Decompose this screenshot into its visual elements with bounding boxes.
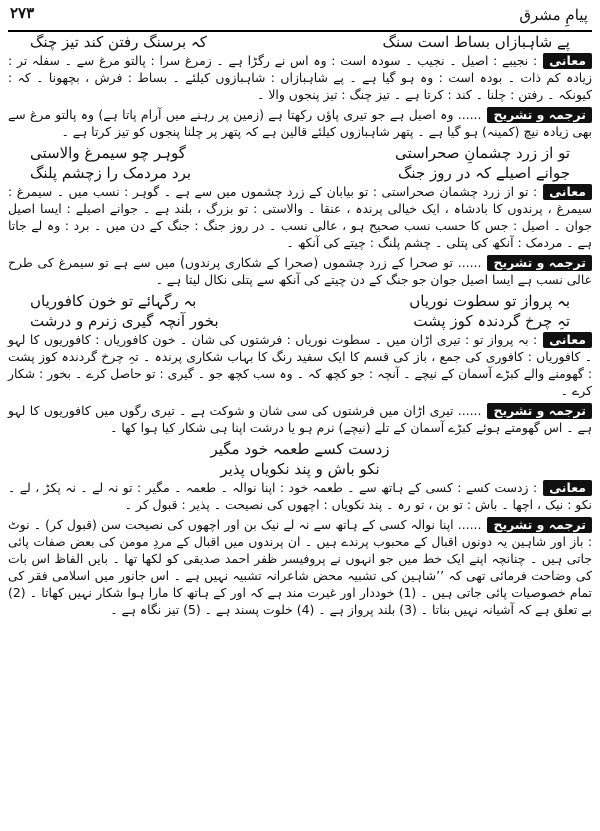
paragraph-text: جنگ : جنگ کے دن میں ۔ برد : وہ لے جاتا ہے ۔ مردمک : آنکھ کی پتلی ۔ چشم پلنگ : چیتے کی آنکھ ۔ bbox=[8, 218, 592, 250]
verse-hemistich: بہ رگہائے تو خون کافوریاں bbox=[30, 292, 197, 310]
verse-hemistich: زدست کسے طعمہ خود مگیر bbox=[210, 440, 390, 458]
page-header bbox=[8, 4, 592, 32]
verse-hemistich: نکو باش و پند نکویاں پذیر bbox=[220, 460, 380, 478]
paragraph-text: بودہ است : وہ ہو گیا ہے ۔ پے شاہبازاں : شاہبازوں کیلئے ۔ بساط : فرش ، بچھونا ۔ کہ : کیونکہ ۔ رفتن : چلنا ۔ کند : کرتا ہے ۔ تیز چنگ : تیز bbox=[8, 70, 592, 102]
verse-hemistich: گوہر چو سیمرغ والاستی bbox=[30, 144, 186, 162]
paragraph-text: : نجیبے : اصیل ۔ نجیب ۔ سودہ است : وہ اس نے رگڑا ہے ۔ زمرغ سرا : پالتو مرغ سے ۔ سفلہ تر : زیادہ کم ذات ۔ bbox=[8, 53, 592, 85]
paragraph-text: (کمینہ) ہو گیا ہے ۔ پتھر شاہبازوں کیلئے قالین ہے کہ پتھر پر چلنا پنجوں کو تیز کرتا ہے ۔ bbox=[61, 124, 520, 139]
paragraph-text: ...... وہ اصیل ہے جو تیری پاؤں رکھتا ہے (زمین پر رہنے میں آرام پاتا ہے) وہ پالتو مرغ سے بھی زیادہ نیچ bbox=[8, 107, 592, 139]
paragraph-text: ہوئے کبڑے آسمان کے تلے (نیچے) نرم ہو یا درشت اپنا ہی شکار کیا ہوا کھا ۔ bbox=[110, 420, 501, 435]
translation-paragraph bbox=[8, 516, 592, 618]
verse-hemistich: پے شاہبازاں بساط است سنگ bbox=[382, 33, 570, 51]
meaning-paragraph bbox=[8, 331, 592, 399]
paragraph-text: ...... تیری اڑان میں فرشتوں کی سی شان و شوکت ہے ۔ تیری رگوں میں کافوریوں کا لہو ہے ۔ اس گھومتے bbox=[8, 403, 592, 435]
meaning-paragraph bbox=[8, 183, 592, 251]
paragraph-text: : زدست کسے : کسی کے ہاتھ سے ۔ طعمہ خود : اپنا نوالہ ۔ طعمہ ۔ مگیر : تو نہ لے ۔ نہ پکڑ ، لے ۔ نکو : نیک ، اچھا ۔ باش : تو بن ، تو bbox=[8, 480, 592, 512]
verse-hemistich: برد مردمک را زچشم پلنگ bbox=[30, 164, 192, 182]
paragraph-text: اصیل جوان جو جنگ کے دن چیتے کی آنکھ سے پتلی نکال لیتا ہے ۔ bbox=[155, 272, 489, 287]
verse-hemistich: کہ برسنگ رفتن کند تیز چنگ bbox=[30, 33, 207, 51]
translation-paragraph bbox=[8, 106, 592, 140]
verse-hemistich: تو از زرد چشمانِ صحراستی bbox=[395, 144, 570, 162]
paragraph-text: ...... تو صحرا کے زرد چشموں (صحرا کے شکاری پرندوں) میں سے ہے تو سیمرغ کی طرح عالی نسب ہے ایسا bbox=[8, 255, 592, 287]
paragraph-text: رہ ۔ پند نکویاں : اچھوں کی نصیحت ۔ پذیر : قبول کر ۔ bbox=[124, 497, 411, 512]
meaning-paragraph bbox=[8, 52, 592, 103]
paragraph-text: انہوں نے پروفیسر ظفر احمد صدیقی کو لکھا تھا ۔ بایں الفاظ اس بات کی وضاحت فرمائی تھی کہ ’’شاہین کی تشبیہ محض شاعرانہ تشبیہ نہیں ہے ۔ bbox=[8, 551, 592, 583]
paragraph-text: (2) بے تعلق ہے کہ آشیانہ نہیں بناتا ۔ (3) بلند پرواز ہے ۔ (4) خلوت پسند ہے ۔ (5) تیز نگاہ ہے ۔ bbox=[8, 585, 592, 617]
paragraph-text: پنجوں والا ۔ bbox=[257, 87, 320, 102]
verse-hemistich: بہ پرواز تو سطوت نوریاں bbox=[409, 292, 570, 310]
verse-line bbox=[8, 143, 592, 163]
section-label: ترجمہ و تشریح bbox=[487, 255, 592, 271]
verse-hemistich: جوانے اصیلے کہ در روز جنگ bbox=[398, 164, 570, 182]
section-label: ترجمہ و تشریح bbox=[487, 107, 592, 123]
translation-paragraph bbox=[8, 254, 592, 288]
section-label: معانی bbox=[543, 53, 592, 69]
verse-line bbox=[8, 459, 592, 479]
verse-hemistich: بخور آنچہ گیری زنرم و درشت bbox=[30, 312, 219, 330]
verse-line bbox=[8, 311, 592, 331]
paragraph-text: : تو از زرد چشمان صحراستی : تو بیابان کے زرد چشموں میں سے ہے ۔ گوہر : نسب میں ۔ سیمرغ : سیمرغ ، پرندوں کا بادشاہ ، bbox=[8, 184, 592, 216]
section-label: معانی bbox=[543, 184, 592, 200]
running-title: پیامِ مشرق bbox=[519, 6, 588, 24]
verse-hemistich: تہِ چرخ گردندہ کوز پشت bbox=[413, 312, 570, 330]
page-content bbox=[8, 32, 592, 621]
paragraph-text: اس جانور میں اسلامی فقر کی تمام خصوصیات پائی جاتی ہیں ۔ (1) خوددار اور غیرت مند ہے کہ اور کے ہاتھ کا مارا ہوا شکار نہیں کھاتا ۔ bbox=[8, 568, 592, 600]
section-label: معانی bbox=[543, 332, 592, 348]
verse-line bbox=[8, 291, 592, 311]
verse-line bbox=[8, 163, 592, 183]
meaning-paragraph bbox=[8, 479, 592, 513]
section-label: معانی bbox=[543, 480, 592, 496]
translation-paragraph bbox=[8, 402, 592, 436]
paragraph-text: ایک خیالی پرندہ ، عنقا ۔ والاستی : تو بزرگ ، بلند ہے ۔ جوانے اصیلے : ایسا اصیل جوان ۔ اصیل : جس کا حسب نسب صحیح ہو ، عالی نسب ۔ در روز bbox=[8, 201, 592, 233]
paragraph-text: کی جمع ، باز کی قسم کا ایک سفید رنگ کا بہاب شکاری پرندہ ۔ تہِ چرخ گردندہ کوز پشت : گھومنے والے کبڑے آسمان کے نیچے ۔ آنچہ : جو کچھ کہ ۔ bbox=[8, 349, 592, 381]
paragraph-text: دونوں اقبال کے محبوب پرندے ہیں ۔ ان پرندوں میں اقبال کے مردِ مومن کی بعض صفات پائی جاتی ہیں ۔ چنانچہ اپنے ایک خط میں جو bbox=[8, 534, 592, 566]
verse-line bbox=[8, 32, 592, 52]
paragraph-text: وہ سب کچھ جو ۔ گیری : تو حاصل کرے ۔ بخور : شکار کرے ۔ bbox=[8, 366, 592, 398]
verse-line bbox=[8, 439, 592, 459]
section-label: ترجمہ و تشریح bbox=[487, 517, 592, 533]
page-number: ۲۷۳ bbox=[10, 4, 35, 22]
section-label: ترجمہ و تشریح bbox=[487, 403, 592, 419]
paragraph-text: : بہ پرواز تو : تیری اڑان میں ۔ سطوت نوریاں : فرشتوں کی شان ۔ خون کافوریاں : کافوریوں کا لہو ۔ کافوریاں : کافوری bbox=[8, 332, 592, 364]
paragraph-text: ...... اپنا نوالہ کسی کے ہاتھ سے نہ لے نیک بن اور اچھوں کی نصیحت سن (قبول کر) ۔ نوٹ : باز اور شاہین یہ bbox=[8, 517, 592, 549]
